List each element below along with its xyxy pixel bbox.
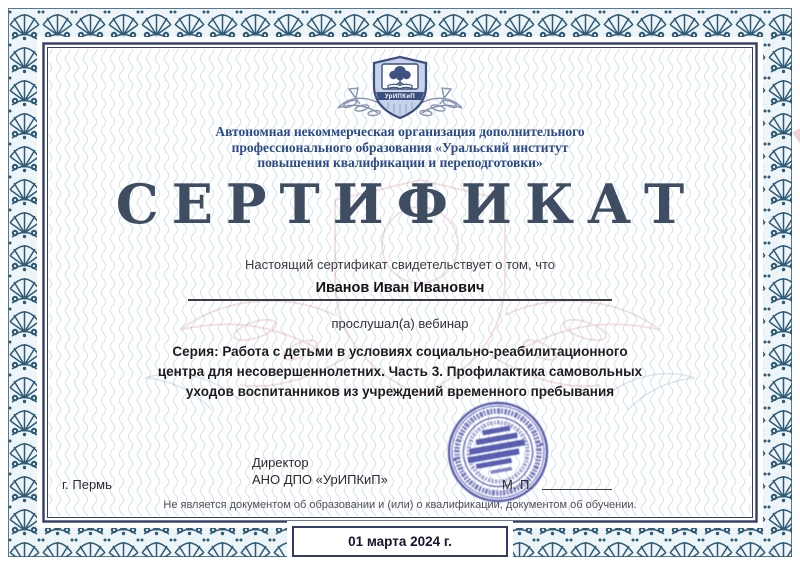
director-organization: АНО ДПО «УрИПКиП» [252, 471, 388, 487]
issue-date: 01 марта 2024 г. [348, 534, 452, 549]
recipient-name-underline [188, 299, 612, 301]
issue-date-box [292, 526, 508, 557]
signature-line [542, 489, 612, 490]
uripkip-logo [322, 52, 478, 124]
organization-name [0, 124, 800, 171]
city-label: г. Пермь [62, 477, 112, 492]
organization-line-3: повышения квалификации и переподготовки» [257, 155, 543, 170]
intro-text: Настоящий сертификат свидетельствует о том, что [244, 257, 556, 272]
action-text: прослушал(а) вебинар [331, 316, 469, 331]
director-block [252, 455, 388, 488]
organization-line-2: профессионального образования «Уральский институт [231, 139, 569, 155]
disclaimer-text: Не является документом об образовании и (или) о квалификации, документом об обучении. [163, 499, 637, 511]
director-role: Директор [252, 455, 309, 470]
recipient-name: Иванов Иван Иванович [315, 280, 485, 296]
logo-ribbon-text: УрИПКиП [384, 94, 416, 100]
course-title [120, 342, 680, 402]
organization-line-1: Автономная некоммерческая организация дополнительного [215, 124, 585, 139]
course-line-2: центра для несовершеннолетних. Часть 3. Профилактика самовольных [157, 364, 643, 379]
course-line-3: уходов воспитанников из учреждений временного пребывания [185, 384, 615, 399]
stamp-place-label: М. П. [502, 477, 534, 492]
course-line-1: Серия: Работа с детьми в условиях социально-реабилитационного [172, 344, 628, 359]
logo-open-book-icon [388, 84, 412, 88]
certificate-title: СЕРТИФИКАТ [115, 172, 698, 236]
official-stamp-seal-icon [440, 394, 556, 510]
